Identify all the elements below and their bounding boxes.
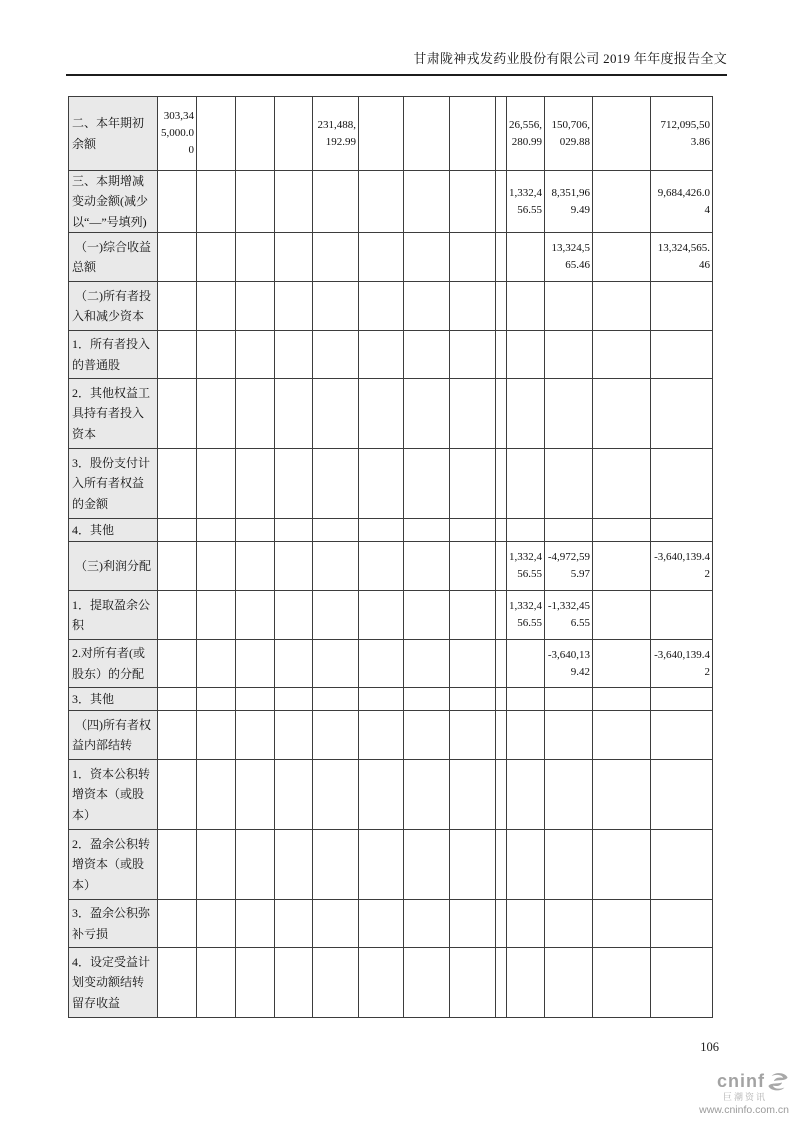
- table-row: [69, 97, 713, 171]
- cell-empty: [313, 519, 359, 542]
- cell-empty: [496, 830, 507, 900]
- cell-empty: [158, 760, 197, 830]
- cell-empty: [450, 760, 496, 830]
- cell-empty: [651, 331, 713, 379]
- cell-empty: [359, 379, 404, 449]
- cell-empty: [507, 233, 545, 282]
- cell-empty: [275, 711, 313, 760]
- cell-empty: [275, 449, 313, 519]
- cell-empty: [651, 519, 713, 542]
- cell-empty: [197, 379, 236, 449]
- cell-empty: [359, 711, 404, 760]
- cell-empty: [158, 830, 197, 900]
- row-label: 二、本年期初余额: [69, 97, 158, 171]
- cell-empty: [450, 900, 496, 948]
- cell-empty: [450, 97, 496, 171]
- cell-empty: [593, 282, 651, 331]
- equity-change-table: [68, 96, 713, 1018]
- cell-empty: [593, 171, 651, 233]
- cell-empty: [404, 379, 450, 449]
- cell-empty: [236, 948, 275, 1018]
- cell-empty: [359, 542, 404, 591]
- page-number: 106: [700, 1040, 719, 1054]
- cell-empty: [275, 948, 313, 1018]
- cell-empty: [158, 900, 197, 948]
- cell-empty: [496, 711, 507, 760]
- cell-empty: [507, 830, 545, 900]
- cell-empty: [507, 379, 545, 449]
- cell-empty: [507, 331, 545, 379]
- cell-empty: [359, 830, 404, 900]
- cell-empty: [197, 591, 236, 640]
- cell-empty: [197, 171, 236, 233]
- cell-empty: [404, 948, 450, 1018]
- cell-empty: [545, 282, 593, 331]
- cell-empty: [197, 331, 236, 379]
- cell-empty: [593, 760, 651, 830]
- cell-empty: [404, 233, 450, 282]
- cell-empty: [313, 830, 359, 900]
- row-label: 3．股份支付计入所有者权益的金额: [69, 449, 158, 519]
- cell-value: -3,640,139.42: [651, 542, 713, 591]
- cell-empty: [450, 282, 496, 331]
- cell-empty: [545, 519, 593, 542]
- cell-empty: [593, 711, 651, 760]
- cell-empty: [197, 900, 236, 948]
- cell-empty: [404, 449, 450, 519]
- cell-empty: [158, 282, 197, 331]
- cell-empty: [545, 830, 593, 900]
- cell-empty: [275, 379, 313, 449]
- cell-empty: [450, 591, 496, 640]
- cell-empty: [158, 449, 197, 519]
- cell-empty: [275, 760, 313, 830]
- row-label: （三)利润分配: [69, 542, 158, 591]
- cell-empty: [313, 948, 359, 1018]
- cell-empty: [158, 331, 197, 379]
- table-row: [69, 760, 713, 830]
- cell-empty: [593, 688, 651, 711]
- cell-value: 9,684,426.04: [651, 171, 713, 233]
- cell-empty: [236, 233, 275, 282]
- cell-empty: [236, 760, 275, 830]
- cell-empty: [275, 688, 313, 711]
- table-row: [69, 640, 713, 688]
- cell-empty: [236, 171, 275, 233]
- cell-empty: [275, 171, 313, 233]
- cell-empty: [450, 542, 496, 591]
- table-row: [69, 331, 713, 379]
- cell-empty: [507, 900, 545, 948]
- row-label: 2．其他权益工具持有者投入资本: [69, 379, 158, 449]
- row-label: （四)所有者权益内部结转: [69, 711, 158, 760]
- table-row: [69, 591, 713, 640]
- cell-empty: [496, 760, 507, 830]
- cell-empty: [496, 171, 507, 233]
- cell-empty: [275, 591, 313, 640]
- cell-empty: [197, 688, 236, 711]
- cell-empty: [158, 688, 197, 711]
- cninfo-swirl-icon: [767, 1072, 789, 1092]
- cell-empty: [450, 519, 496, 542]
- cell-empty: [651, 900, 713, 948]
- cell-empty: [158, 542, 197, 591]
- cninfo-brand-text: cninf: [717, 1071, 765, 1092]
- cell-empty: [507, 640, 545, 688]
- cell-empty: [593, 233, 651, 282]
- cell-empty: [197, 97, 236, 171]
- cell-empty: [313, 449, 359, 519]
- cell-empty: [404, 688, 450, 711]
- cell-empty: [313, 282, 359, 331]
- cell-value: 1,332,456.55: [507, 542, 545, 591]
- cell-empty: [359, 233, 404, 282]
- table-row: [69, 830, 713, 900]
- cell-empty: [197, 948, 236, 1018]
- cell-empty: [507, 760, 545, 830]
- page-header-title: 甘肃陇神戎发药业股份有限公司 2019 年年度报告全文: [413, 51, 727, 66]
- cell-empty: [651, 449, 713, 519]
- cell-empty: [158, 948, 197, 1018]
- cell-value: -4,972,595.97: [545, 542, 593, 591]
- cell-empty: [593, 591, 651, 640]
- cell-empty: [651, 282, 713, 331]
- cell-empty: [236, 331, 275, 379]
- row-label: 1．提取盈余公积: [69, 591, 158, 640]
- cell-empty: [197, 449, 236, 519]
- cell-empty: [450, 449, 496, 519]
- cell-empty: [545, 948, 593, 1018]
- cell-empty: [197, 640, 236, 688]
- cell-empty: [507, 449, 545, 519]
- cell-empty: [236, 97, 275, 171]
- cell-empty: [450, 171, 496, 233]
- cell-empty: [313, 640, 359, 688]
- cell-empty: [404, 331, 450, 379]
- cell-empty: [651, 591, 713, 640]
- cell-empty: [275, 542, 313, 591]
- cell-empty: [313, 760, 359, 830]
- cell-empty: [359, 282, 404, 331]
- cell-empty: [507, 711, 545, 760]
- cell-empty: [404, 591, 450, 640]
- cell-empty: [404, 97, 450, 171]
- cell-empty: [404, 760, 450, 830]
- cell-empty: [496, 542, 507, 591]
- cell-empty: [593, 519, 651, 542]
- cell-empty: [545, 379, 593, 449]
- row-label: 3．盈余公积弥补亏损: [69, 900, 158, 948]
- cell-empty: [313, 233, 359, 282]
- cell-empty: [197, 542, 236, 591]
- cell-empty: [545, 331, 593, 379]
- cell-empty: [496, 640, 507, 688]
- cell-empty: [158, 591, 197, 640]
- cell-value: 13,324,565.46: [651, 233, 713, 282]
- cell-value: 1,332,456.55: [507, 171, 545, 233]
- cell-empty: [275, 640, 313, 688]
- cell-empty: [275, 900, 313, 948]
- cell-empty: [197, 233, 236, 282]
- table-row: [69, 519, 713, 542]
- cell-empty: [593, 449, 651, 519]
- cninfo-caption: 巨潮资讯: [722, 1092, 767, 1102]
- table-row: [69, 711, 713, 760]
- cell-empty: [275, 233, 313, 282]
- cell-empty: [404, 830, 450, 900]
- cell-empty: [507, 948, 545, 1018]
- cell-empty: [359, 171, 404, 233]
- cell-empty: [496, 97, 507, 171]
- cell-empty: [236, 900, 275, 948]
- cell-empty: [359, 760, 404, 830]
- cell-empty: [651, 379, 713, 449]
- row-label: （二)所有者投入和减少资本: [69, 282, 158, 331]
- cell-empty: [593, 900, 651, 948]
- cell-empty: [651, 688, 713, 711]
- cell-empty: [545, 711, 593, 760]
- cell-empty: [450, 830, 496, 900]
- cell-empty: [651, 948, 713, 1018]
- cell-empty: [593, 640, 651, 688]
- header-divider: [66, 74, 727, 76]
- cell-empty: [275, 331, 313, 379]
- cell-empty: [158, 640, 197, 688]
- cell-empty: [236, 379, 275, 449]
- cell-empty: [593, 542, 651, 591]
- cell-value: -3,640,139.42: [545, 640, 593, 688]
- table-row: [69, 542, 713, 591]
- table-row: [69, 948, 713, 1018]
- table-row: [69, 449, 713, 519]
- cell-empty: [197, 830, 236, 900]
- table-row: [69, 171, 713, 233]
- cell-empty: [313, 591, 359, 640]
- cell-empty: [197, 519, 236, 542]
- cell-empty: [158, 171, 197, 233]
- cell-value: 13,324,565.46: [545, 233, 593, 282]
- cell-empty: [507, 688, 545, 711]
- cninfo-url: www.cninfo.com.cn: [699, 1103, 789, 1116]
- cell-empty: [313, 171, 359, 233]
- cell-empty: [197, 711, 236, 760]
- cell-empty: [496, 688, 507, 711]
- cell-empty: [313, 711, 359, 760]
- cell-empty: [275, 282, 313, 331]
- cell-empty: [450, 948, 496, 1018]
- cell-empty: [496, 449, 507, 519]
- cell-empty: [236, 519, 275, 542]
- cell-empty: [313, 379, 359, 449]
- cell-empty: [158, 519, 197, 542]
- cell-value: 26,556,280.99: [507, 97, 545, 171]
- cell-empty: [593, 97, 651, 171]
- cell-empty: [313, 900, 359, 948]
- cell-empty: [496, 900, 507, 948]
- cell-empty: [593, 379, 651, 449]
- cell-empty: [313, 542, 359, 591]
- cell-empty: [275, 97, 313, 171]
- row-label: （一)综合收益总额: [69, 233, 158, 282]
- cell-empty: [158, 711, 197, 760]
- cell-empty: [359, 900, 404, 948]
- cell-empty: [450, 379, 496, 449]
- cell-empty: [593, 331, 651, 379]
- cell-empty: [450, 688, 496, 711]
- cell-empty: [496, 282, 507, 331]
- cell-value: 1,332,456.55: [507, 591, 545, 640]
- row-label: 4．设定受益计划变动额结转留存收益: [69, 948, 158, 1018]
- cell-empty: [593, 948, 651, 1018]
- row-label: 2．盈余公积转增资本（或股本）: [69, 830, 158, 900]
- row-label: 三、本期增减变动金额(减少以“—”号填列): [69, 171, 158, 233]
- cell-value: 150,706,029.88: [545, 97, 593, 171]
- cell-value: -3,640,139.42: [651, 640, 713, 688]
- row-label: 4．其他: [69, 519, 158, 542]
- cell-empty: [496, 379, 507, 449]
- cell-empty: [236, 282, 275, 331]
- cell-empty: [197, 282, 236, 331]
- cell-empty: [275, 519, 313, 542]
- cell-empty: [450, 233, 496, 282]
- cell-empty: [496, 519, 507, 542]
- cell-empty: [275, 830, 313, 900]
- cell-empty: [545, 449, 593, 519]
- cell-empty: [236, 688, 275, 711]
- cell-value: 231,488,192.99: [313, 97, 359, 171]
- cell-empty: [507, 519, 545, 542]
- cell-empty: [450, 640, 496, 688]
- cell-empty: [404, 171, 450, 233]
- cell-empty: [593, 830, 651, 900]
- cell-empty: [496, 948, 507, 1018]
- cell-empty: [158, 233, 197, 282]
- cell-empty: [236, 591, 275, 640]
- cell-empty: [496, 591, 507, 640]
- cell-empty: [359, 640, 404, 688]
- cell-empty: [359, 519, 404, 542]
- cell-empty: [359, 948, 404, 1018]
- cell-empty: [359, 688, 404, 711]
- cell-empty: [236, 640, 275, 688]
- cninfo-logo: [699, 1072, 789, 1116]
- cell-empty: [236, 449, 275, 519]
- cell-empty: [450, 711, 496, 760]
- cell-empty: [651, 711, 713, 760]
- cell-empty: [404, 282, 450, 331]
- cell-value: 712,095,503.86: [651, 97, 713, 171]
- table-row: [69, 282, 713, 331]
- cell-empty: [359, 449, 404, 519]
- table-row: [69, 379, 713, 449]
- cell-empty: [359, 331, 404, 379]
- cninfo-logo-top: [699, 1072, 789, 1092]
- cell-empty: [236, 542, 275, 591]
- cell-empty: [545, 688, 593, 711]
- row-label: 1．所有者投入的普通股: [69, 331, 158, 379]
- cell-empty: [404, 519, 450, 542]
- cell-empty: [651, 760, 713, 830]
- cell-empty: [359, 591, 404, 640]
- cell-empty: [236, 830, 275, 900]
- cell-empty: [236, 711, 275, 760]
- cell-empty: [545, 760, 593, 830]
- cell-value: 303,345,000.00: [158, 97, 197, 171]
- cell-empty: [651, 830, 713, 900]
- cell-empty: [313, 331, 359, 379]
- cell-empty: [404, 542, 450, 591]
- row-label: 1．资本公积转增资本（或股本）: [69, 760, 158, 830]
- cell-empty: [197, 760, 236, 830]
- row-label: 2.对所有者(或股东）的分配: [69, 640, 158, 688]
- cell-empty: [404, 640, 450, 688]
- cell-empty: [359, 97, 404, 171]
- cell-empty: [450, 331, 496, 379]
- cell-empty: [404, 711, 450, 760]
- cell-value: 8,351,969.49: [545, 171, 593, 233]
- table-row: [69, 688, 713, 711]
- cell-empty: [496, 331, 507, 379]
- cell-empty: [313, 688, 359, 711]
- cell-empty: [507, 282, 545, 331]
- cell-empty: [545, 900, 593, 948]
- table-row: [69, 233, 713, 282]
- cell-empty: [404, 900, 450, 948]
- cell-empty: [158, 379, 197, 449]
- cell-empty: [496, 233, 507, 282]
- row-label: 3．其他: [69, 688, 158, 711]
- cell-value: -1,332,456.55: [545, 591, 593, 640]
- table-row: [69, 900, 713, 948]
